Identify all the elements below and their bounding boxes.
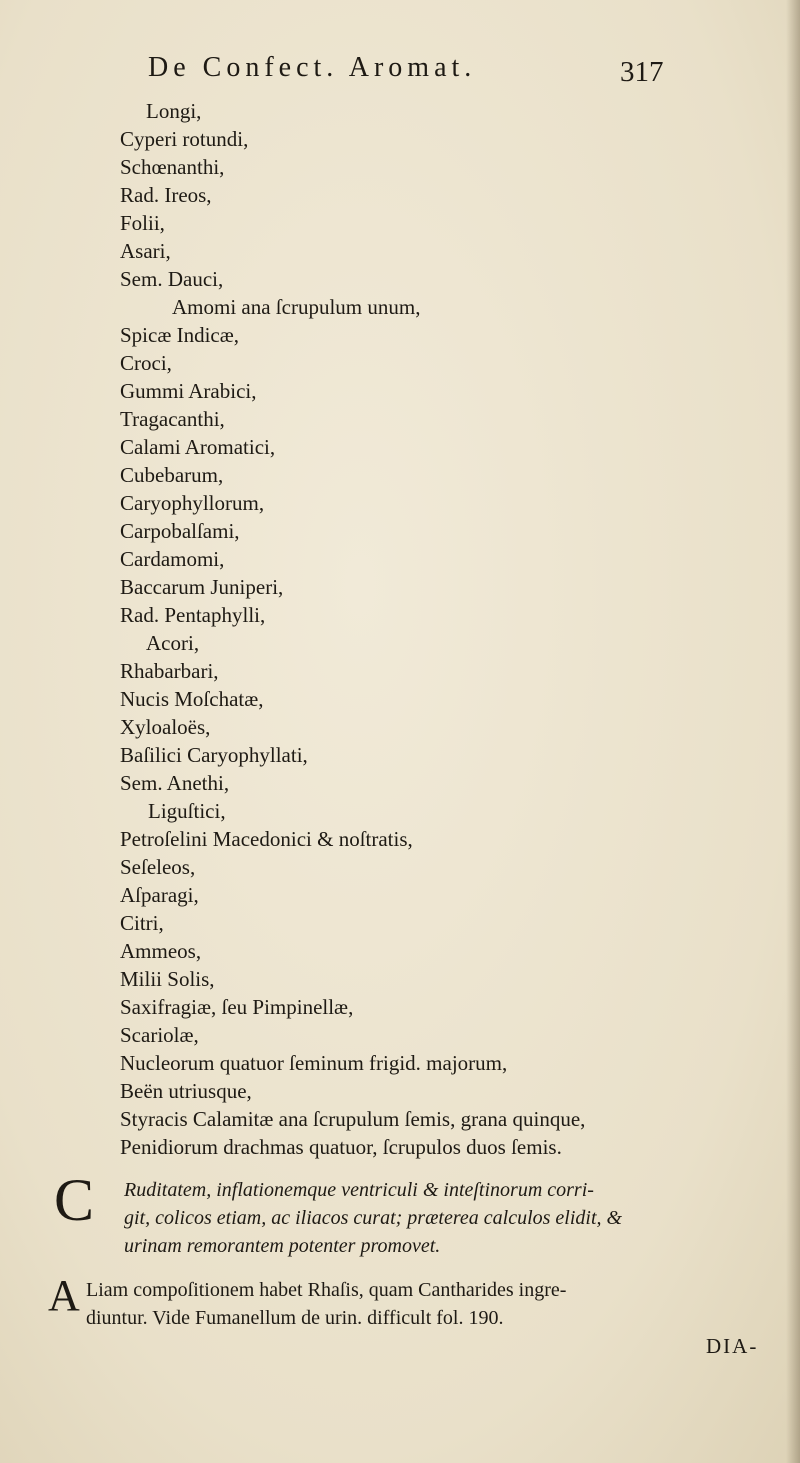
virtues-paragraph (124, 1176, 764, 1260)
virtues-line: git, colicos etiam, ac iliacos curat; præterea calculos elidit, & (124, 1207, 623, 1229)
ingredient-line: Aſparagi, (120, 883, 199, 907)
ingredient-line: Schœnanthi, (120, 155, 225, 179)
ingredient-line: Styracis Calamitæ ana ſcrupulum ſemis, grana quinque, (120, 1107, 586, 1131)
ingredient-line: Acori, (146, 631, 200, 655)
catchword: DIA- (706, 1334, 759, 1358)
ingredient-line: Sem. Dauci, (120, 267, 224, 291)
ingredient-line: Rad. Ireos, (120, 183, 212, 207)
ingredient-line: Milii Solis, (120, 967, 215, 991)
ingredient-line: Nucleorum quatuor ſeminum frigid. majorum, (120, 1051, 508, 1075)
ingredient-line: Xyloaloës, (120, 715, 211, 739)
ingredient-line: Amomi ana ſcrupulum unum, (172, 295, 421, 319)
ingredient-line: Seſeleos, (120, 855, 196, 879)
ingredient-line: Gummi Arabici, (120, 379, 257, 403)
ingredient-line: Citri, (120, 911, 164, 935)
ingredient-line: Folii, (120, 211, 165, 235)
ingredient-line: Caryophyllorum, (120, 491, 265, 515)
virtues-line: urinam remorantem potenter promovet. (124, 1235, 441, 1257)
ingredient-line: Liguſtici, (148, 799, 226, 823)
ingredient-line: Penidiorum drachmas quatuor, ſcrupulos duos ſemis. (120, 1135, 562, 1159)
ingredient-line: Spicæ Indicæ, (120, 323, 239, 347)
ingredient-line: Calami Aromatici, (120, 435, 276, 459)
ingredient-line: Petroſelini Macedonici & noſtratis, (120, 827, 413, 851)
ingredient-line: Rhabarbari, (120, 659, 219, 683)
ingredient-line: Sem. Anethi, (120, 771, 230, 795)
drop-cap-a: A (48, 1271, 80, 1320)
ingredient-line: Ammeos, (120, 939, 202, 963)
drop-cap-c: C (54, 1167, 95, 1233)
ingredient-line: Longi, (146, 99, 202, 123)
note-line: Liam compoſitionem habet Rhaſis, quam Cantharides ingre- (86, 1279, 567, 1301)
ingredient-line: Croci, (120, 351, 172, 375)
page-edge-shadow (786, 0, 800, 1463)
ingredient-line: Tragacanthi, (120, 407, 225, 431)
note-paragraph (86, 1276, 726, 1332)
running-head: De Confect. Aromat. (148, 52, 477, 83)
ingredient-line: Baſilici Caryophyllati, (120, 743, 308, 767)
ingredient-line: Rad. Pentaphylli, (120, 603, 266, 627)
ingredient-line: Cyperi rotundi, (120, 127, 249, 151)
ingredient-line: Cardamomi, (120, 547, 225, 571)
virtues-line: Ruditatem, inflationemque ventriculi & inteſtinorum corri- (124, 1179, 594, 1201)
ingredient-line: Asari, (120, 239, 171, 263)
note-line: diuntur. Vide Fumanellum de urin. difficult fol. 190. (86, 1307, 504, 1329)
page-header (148, 52, 748, 92)
ingredient-line: Scariolæ, (120, 1023, 199, 1047)
ingredient-line: Beën utriusque, (120, 1079, 252, 1103)
ingredient-line: Cubebarum, (120, 463, 224, 487)
ingredient-line: Carpobalſami, (120, 519, 240, 543)
ingredient-line: Baccarum Juniperi, (120, 575, 284, 599)
ingredient-line: Nucis Moſchatæ, (120, 687, 264, 711)
ingredient-line: Saxifragiæ, ſeu Pimpinellæ, (120, 995, 354, 1019)
page-number: 317 (620, 56, 664, 88)
